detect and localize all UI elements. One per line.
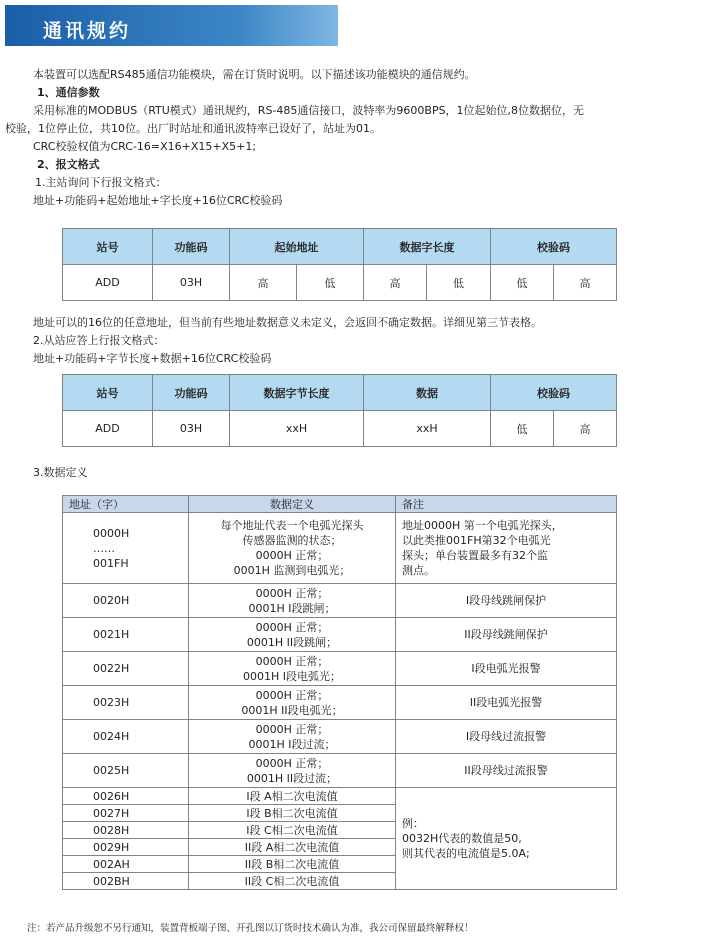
cell-definition: I段 C相二次电流值: [189, 822, 396, 839]
table-row: [63, 788, 617, 805]
cell-byte-length: xxH: [230, 411, 364, 447]
sec2-title: 2、报文格式: [37, 158, 100, 171]
table-row: [63, 754, 617, 788]
cell-definition: I段 A相二次电流值: [189, 788, 396, 805]
cell-address: 0021H: [63, 618, 189, 652]
header-checksum: 校验码: [491, 375, 617, 411]
cell-crc-low: 低: [491, 411, 554, 447]
header-address: 地址（字）: [63, 496, 189, 513]
cell-data: xxH: [364, 411, 491, 447]
sec3-title: 3.数据定义: [33, 466, 88, 479]
crc-formula: CRC校验权值为CRC-16=X16+X15+X5+1;: [33, 140, 257, 153]
format1: 地址+功能码+起始地址+字长度+16位CRC校验码: [33, 194, 283, 207]
cell-address: 0026H: [63, 788, 189, 805]
section-title: 通讯规约: [43, 20, 132, 42]
cell-length-low: 低: [427, 265, 491, 301]
cell-function-code: 03H: [153, 265, 230, 301]
cell-remark: II段母线跳闸保护: [396, 618, 617, 652]
cell-remark: II段电弧光报警: [396, 686, 617, 720]
cell-crc-low: 低: [491, 265, 554, 301]
table-row: [63, 618, 617, 652]
cell-address-range: 0000H …… 001FH: [63, 513, 189, 584]
cell-definition: 0000H 正常； 0001H I段电弧光；: [189, 652, 396, 686]
header-byte-length: 数据字节长度: [230, 375, 364, 411]
cell-start-high: 高: [230, 265, 297, 301]
section-header-bar: [5, 5, 338, 46]
cell-station: ADD: [63, 411, 153, 447]
cell-station: ADD: [63, 265, 153, 301]
cell-definition: 0000H 正常； 0001H II段电弧光；: [189, 686, 396, 720]
cell-definition: 0000H 正常； 0001H I段跳闸；: [189, 584, 396, 618]
cell-definition: 0000H 正常； 0001H II段过流；: [189, 754, 396, 788]
sec1-line2: 校验，1位停止位，共10位。出厂时站址和通讯波特率已设好了，站址为01。: [5, 122, 381, 135]
sec1-line1: 采用标准的MODBUS（RTU模式）通讯规约，RS-485通信接口，波特率为9600BPS，1位起始位,8位数据位，无: [33, 104, 585, 117]
cell-definition: II段 A相二次电流值: [189, 839, 396, 856]
cell-remark: I段电弧光报警: [396, 652, 617, 686]
cell-address: 002AH: [63, 856, 189, 873]
sec1-title: 1、通信参数: [37, 86, 100, 99]
header-remark: 备注: [396, 496, 617, 513]
cell-address: 002BH: [63, 873, 189, 890]
sec2-sub2: 2.从站应答上行报文格式：: [33, 334, 165, 347]
header-data: 数据: [364, 375, 491, 411]
table-row: [63, 584, 617, 618]
cell-definition: II段 B相二次电流值: [189, 856, 396, 873]
cell-remark: II段母线过流报警: [396, 754, 617, 788]
cell-definition: 每个地址代表一个电弧光探头 传感器监测的状态； 0000H 正常； 0001H 监测到电弧光；: [189, 513, 396, 584]
sec2-sub1: 1.主站询问下行报文格式：: [35, 176, 167, 189]
header-function-code: 功能码: [153, 229, 230, 265]
cell-length-high: 高: [364, 265, 427, 301]
cell-definition: I段 B相二次电流值: [189, 805, 396, 822]
header-function-code: 功能码: [153, 375, 230, 411]
cell-address: 0025H: [63, 754, 189, 788]
cell-crc-high: 高: [554, 265, 617, 301]
header-station: 站号: [63, 375, 153, 411]
intro-text: 本装置可以选配RS485通信功能模块，需在订货时说明。以下描述该功能模块的通信规约。: [33, 68, 476, 81]
cell-address: 0022H: [63, 652, 189, 686]
table-row: [63, 652, 617, 686]
cell-remark: I段母线过流报警: [396, 720, 617, 754]
cell-start-low: 低: [297, 265, 364, 301]
cell-address: 0027H: [63, 805, 189, 822]
cell-address: 0023H: [63, 686, 189, 720]
cell-definition: 0000H 正常； 0001H II段跳闸；: [189, 618, 396, 652]
cell-address: 0024H: [63, 720, 189, 754]
header-start-address: 起始地址: [230, 229, 364, 265]
request-frame-table: [62, 228, 617, 301]
cell-address: 0028H: [63, 822, 189, 839]
header-station: 站号: [63, 229, 153, 265]
cell-example: 例： 0032H代表的数值是50, 则其代表的电流值是5.0A;: [396, 788, 617, 890]
format2: 地址+功能码+字节长度+数据+16位CRC校验码: [33, 352, 272, 365]
cell-crc-high: 高: [554, 411, 617, 447]
cell-function-code: 03H: [153, 411, 230, 447]
header-checksum: 校验码: [491, 229, 617, 265]
cell-address: 0020H: [63, 584, 189, 618]
header-data-length: 数据字长度: [364, 229, 491, 265]
response-frame-table: [62, 374, 617, 447]
cell-definition: 0000H 正常； 0001H I段过流；: [189, 720, 396, 754]
table-row: [63, 686, 617, 720]
cell-remark: I段母线跳闸保护: [396, 584, 617, 618]
cell-address: 0029H: [63, 839, 189, 856]
address-note: 地址可以的16位的任意地址，但当前有些地址数据意义未定义，会返回不确定数据。详细见第三节表格。: [33, 316, 542, 329]
header-definition: 数据定义: [189, 496, 396, 513]
data-definition-table: [62, 495, 617, 890]
footer-note: 注：若产品升级恕不另行通知，装置背板端子图、开孔图以订货时技术确认为准，我公司保留最终解释权！: [27, 923, 474, 934]
cell-remark: 地址0000H 第一个电弧光探头， 以此类推001FH第32个电弧光 探头；单台装置最多有32个监 测点。: [396, 513, 617, 584]
table-row: [63, 720, 617, 754]
cell-definition: II段 C相二次电流值: [189, 873, 396, 890]
